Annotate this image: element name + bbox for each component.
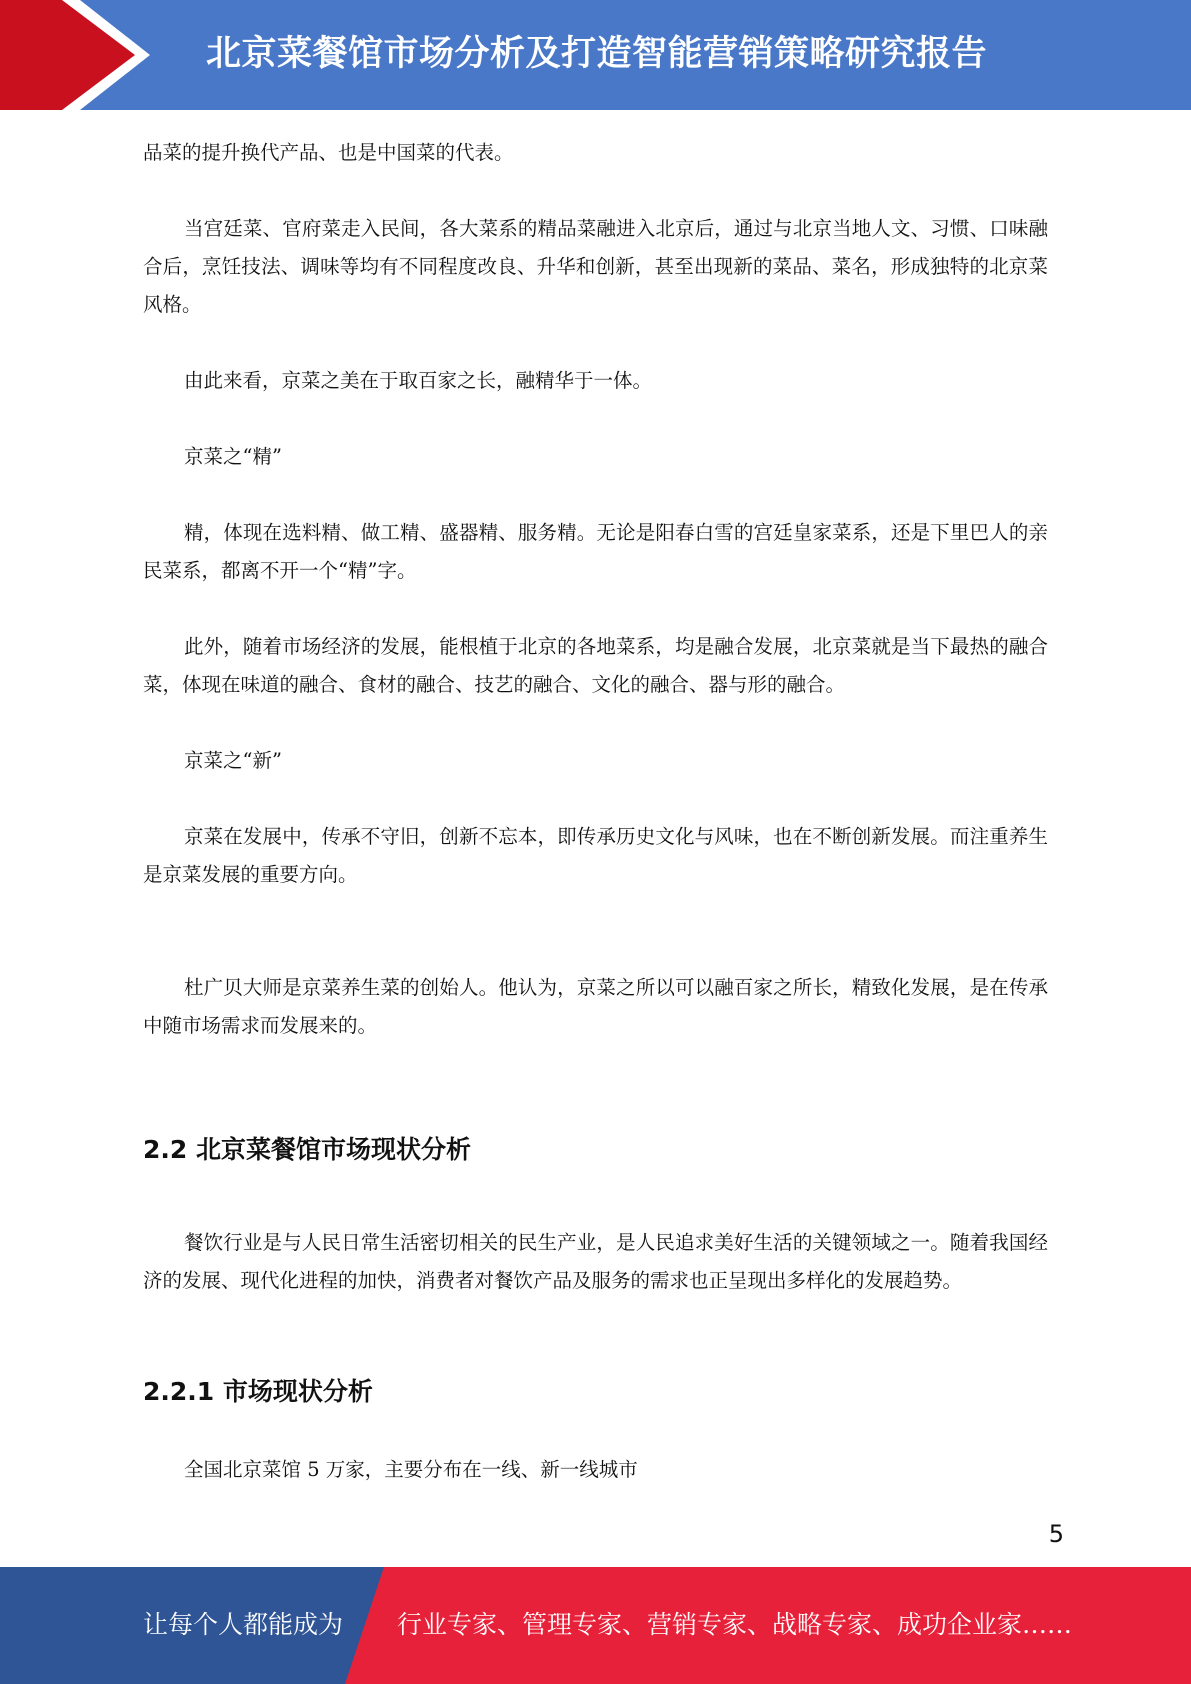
page-footer bbox=[0, 1567, 1191, 1684]
paragraph: 精，体现在选料精、做工精、盛器精、服务精。无论是阳春白雪的宫廷皇家菜系，还是下里巴人的亲民菜系，都离不开一个“精”字。 bbox=[143, 521, 1048, 582]
paragraph: 品菜的提升换代产品、也是中国菜的代表。 bbox=[143, 141, 514, 164]
paragraph: 餐饮行业是与人民日常生活密切相关的民生产业，是人民追求美好生活的关键领域之一。随着我国经济的发展、现代化进程的加快，消费者对餐饮产品及服务的需求也正呈现出多样化的发展趋势。 bbox=[143, 1231, 1048, 1292]
paragraph: 当宫廷菜、官府菜走入民间，各大菜系的精品菜融进入北京后，通过与北京当地人文、习惯、口味融合后，烹饪技法、调味等均有不同程度改良、升华和创新，甚至出现新的菜品、菜名，形成独特的北京菜风格。 bbox=[143, 217, 1048, 316]
report-title: 北京菜餐馆市场分析及打造智能营销策略研究报告 bbox=[206, 34, 988, 74]
paragraph: 全国北京菜馆 5 万家，主要分布在一线、新一线城市 bbox=[184, 1458, 638, 1481]
paragraph: 京菜在发展中，传承不守旧，创新不忘本，即传承历史文化与风味，也在不断创新发展。而注重养生是京菜发展的重要方向。 bbox=[143, 825, 1048, 886]
subheading-jing: 京菜之“精” bbox=[184, 445, 282, 468]
page-number: 5 bbox=[1048, 1520, 1064, 1548]
page-header bbox=[0, 0, 1191, 110]
header-chevron-decoration bbox=[0, 0, 160, 110]
paragraph: 此外，随着市场经济的发展，能根植于北京的各地菜系，均是融合发展，北京菜就是当下最热的融合菜，体现在味道的融合、食材的融合、技艺的融合、文化的融合、器与形的融合。 bbox=[143, 635, 1048, 696]
paragraph: 杜广贝大师是京菜养生菜的创始人。他认为，京菜之所以可以融百家之所长，精致化发展，是在传承中随市场需求而发展来的。 bbox=[143, 976, 1048, 1037]
section-heading-2-2: 2.2 北京菜餐馆市场现状分析 bbox=[143, 1135, 471, 1164]
section-heading-2-2-1: 2.2.1 市场现状分析 bbox=[143, 1377, 373, 1406]
footer-slogan-right: 行业专家、管理专家、营销专家、战略专家、成功企业家…… bbox=[397, 1610, 1073, 1639]
footer-slogan-left: 让每个人都能成为 bbox=[143, 1610, 344, 1639]
paragraph: 由此来看，京菜之美在于取百家之长，融精华于一体。 bbox=[184, 369, 653, 392]
subheading-xin: 京菜之“新” bbox=[184, 749, 282, 772]
